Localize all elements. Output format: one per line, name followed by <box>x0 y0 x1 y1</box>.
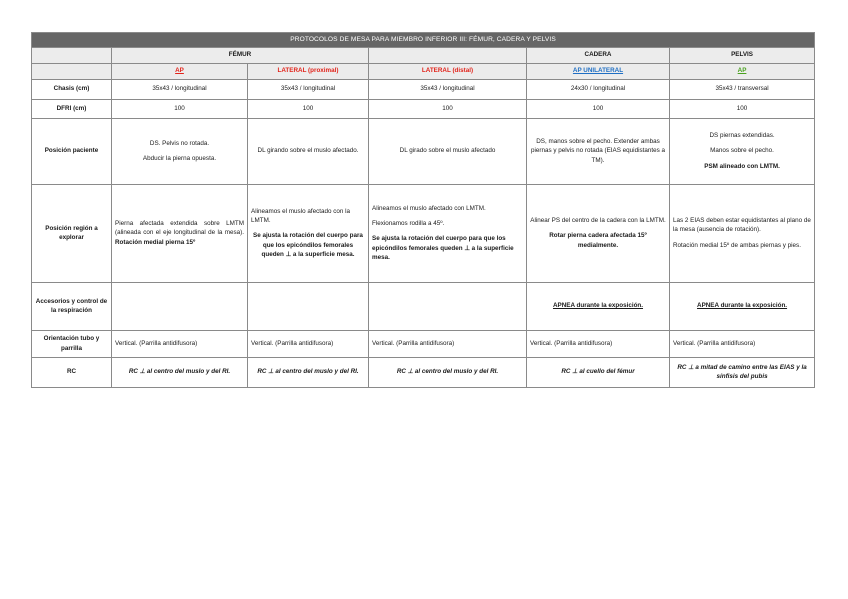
cell: 35x43 / transversal <box>670 79 815 99</box>
row-label: DFRI (cm) <box>32 99 112 118</box>
cell <box>248 282 369 330</box>
cell-text: Las 2 EIAS deben estar equidistantes al plano de la mesa (ausencia de rotación). <box>673 217 811 234</box>
cell: 100 <box>369 99 527 118</box>
cell: Vertical. (Parrilla antidifusora) <box>248 330 369 357</box>
empty-cell <box>32 63 112 79</box>
cell: 35x43 / longitudinal <box>248 79 369 99</box>
view-label: AP <box>175 67 184 75</box>
table-row <box>32 79 815 99</box>
empty-cell <box>369 47 527 63</box>
view-label: LATERAL (distal) <box>421 67 474 75</box>
cell-text: Alinear PS del centro de la cadera con la LMTM. <box>530 217 666 225</box>
cell: RC ⊥ a mitad de camino entre las EIAS y la sínfisis del pubis <box>670 357 815 387</box>
cell-text: Rotación medial 15º de ambas piernas y pies. <box>673 241 801 249</box>
cell: Vertical. (Parrilla antidifusora) <box>369 330 527 357</box>
table-row <box>32 184 815 282</box>
cell-text: Manos sobre el pecho. <box>710 147 774 155</box>
cell: RC ⊥ al centro del muslo y del RI. <box>112 357 248 387</box>
table-row <box>32 99 815 118</box>
view-label: LATERAL (proximal) <box>277 67 339 75</box>
group-femur: FÉMUR <box>112 47 369 63</box>
cell: 100 <box>670 99 815 118</box>
view-femur-lateral-distal <box>369 63 527 79</box>
cell-text: Alineamos el muslo afectado con la LMTM. <box>251 208 351 225</box>
cell <box>527 184 670 282</box>
view-pelvis-ap <box>670 63 815 79</box>
cell-text: Abducir la pierna opuesta. <box>142 155 217 163</box>
cell: RC ⊥ al centro del muslo y del RI. <box>248 357 369 387</box>
cell <box>369 184 527 282</box>
group-cadera: CADERA <box>527 47 670 63</box>
cell: DL girando sobre el muslo afectado. <box>248 118 369 184</box>
empty-cell <box>32 47 112 63</box>
table-row <box>32 357 815 387</box>
cell <box>527 282 670 330</box>
cell-text: PSM alineado con LMTM. <box>704 162 780 170</box>
cell <box>112 118 248 184</box>
cell: 100 <box>527 99 670 118</box>
cell-text: Pierna afectada extendida sobre LMTM (alineada con el eje longitudinal de la mesa). <box>115 220 244 237</box>
table-title: PROTOCOLOS DE MESA PARA MIEMBRO INFERIOR III: FÉMUR, CADERA Y PELVIS <box>32 33 815 48</box>
cell-text: APNEA durante la exposición. <box>552 302 644 310</box>
row-label: Posición región a explorar <box>32 184 112 282</box>
cell <box>112 184 248 282</box>
view-label: AP <box>737 67 747 75</box>
group-pelvis: PELVIS <box>670 47 815 63</box>
cell: 35x43 / longitudinal <box>369 79 527 99</box>
cell <box>369 282 527 330</box>
cell: Vertical. (Parrilla antidifusora) <box>112 330 248 357</box>
cell: DL girado sobre el muslo afectado <box>369 118 527 184</box>
table-row <box>32 330 815 357</box>
cell-text: APNEA durante la exposición. <box>697 302 788 310</box>
cell: 24x30 / longitudinal <box>527 79 670 99</box>
cell: 100 <box>248 99 369 118</box>
cell: RC ⊥ al cuello del fémur <box>527 357 670 387</box>
row-label: Accesorios y control de la respiración <box>32 282 112 330</box>
cell-text: Se ajusta la rotación del cuerpo para que los epicóndilos femorales queden ⊥ a la superficie mesa. <box>253 232 363 258</box>
cell <box>670 282 815 330</box>
cell-text: Se ajusta la rotación del cuerpo para que los epicóndilos femorales queden ⊥ a la superficie mesa. <box>372 235 514 261</box>
cell-text: Flexionamos rodilla a 45º. <box>372 220 445 228</box>
view-femur-lateral-proximal <box>248 63 369 79</box>
table-row <box>32 282 815 330</box>
cell <box>670 184 815 282</box>
row-label: RC <box>32 357 112 387</box>
cell: 100 <box>112 99 248 118</box>
table-row <box>32 118 815 184</box>
cell-text: DS piernas extendidas. <box>709 132 775 140</box>
protocol-table <box>31 32 815 388</box>
cell <box>112 282 248 330</box>
cell: Vertical. (Parrilla antidifusora) <box>527 330 670 357</box>
cell <box>248 184 369 282</box>
cell: DS, manos sobre el pecho. Extender ambas piernas y pelvis no rotada (EIAS equidistantes a TM). <box>527 118 670 184</box>
cell <box>670 118 815 184</box>
cell: RC ⊥ al centro del muslo y del RI. <box>369 357 527 387</box>
view-cadera-ap-unilateral <box>527 63 670 79</box>
row-label: Chasis (cm) <box>32 79 112 99</box>
view-label: AP UNILATERAL <box>572 67 624 75</box>
view-femur-ap <box>112 63 248 79</box>
cell-text: Alineamos el muslo afectado con LMTM. <box>372 205 486 213</box>
cell-text: Rotación medial pierna 15º <box>115 238 196 246</box>
row-label: Orientación tubo y parrilla <box>32 330 112 357</box>
cell-text: Rotar pierna cadera afectada 15º medialmente. <box>549 232 647 249</box>
row-label: Posición paciente <box>32 118 112 184</box>
cell: Vertical. (Parrilla antidifusora) <box>670 330 815 357</box>
cell: 35x43 / longitudinal <box>112 79 248 99</box>
cell-text: DS. Pelvis no rotada. <box>149 139 210 147</box>
